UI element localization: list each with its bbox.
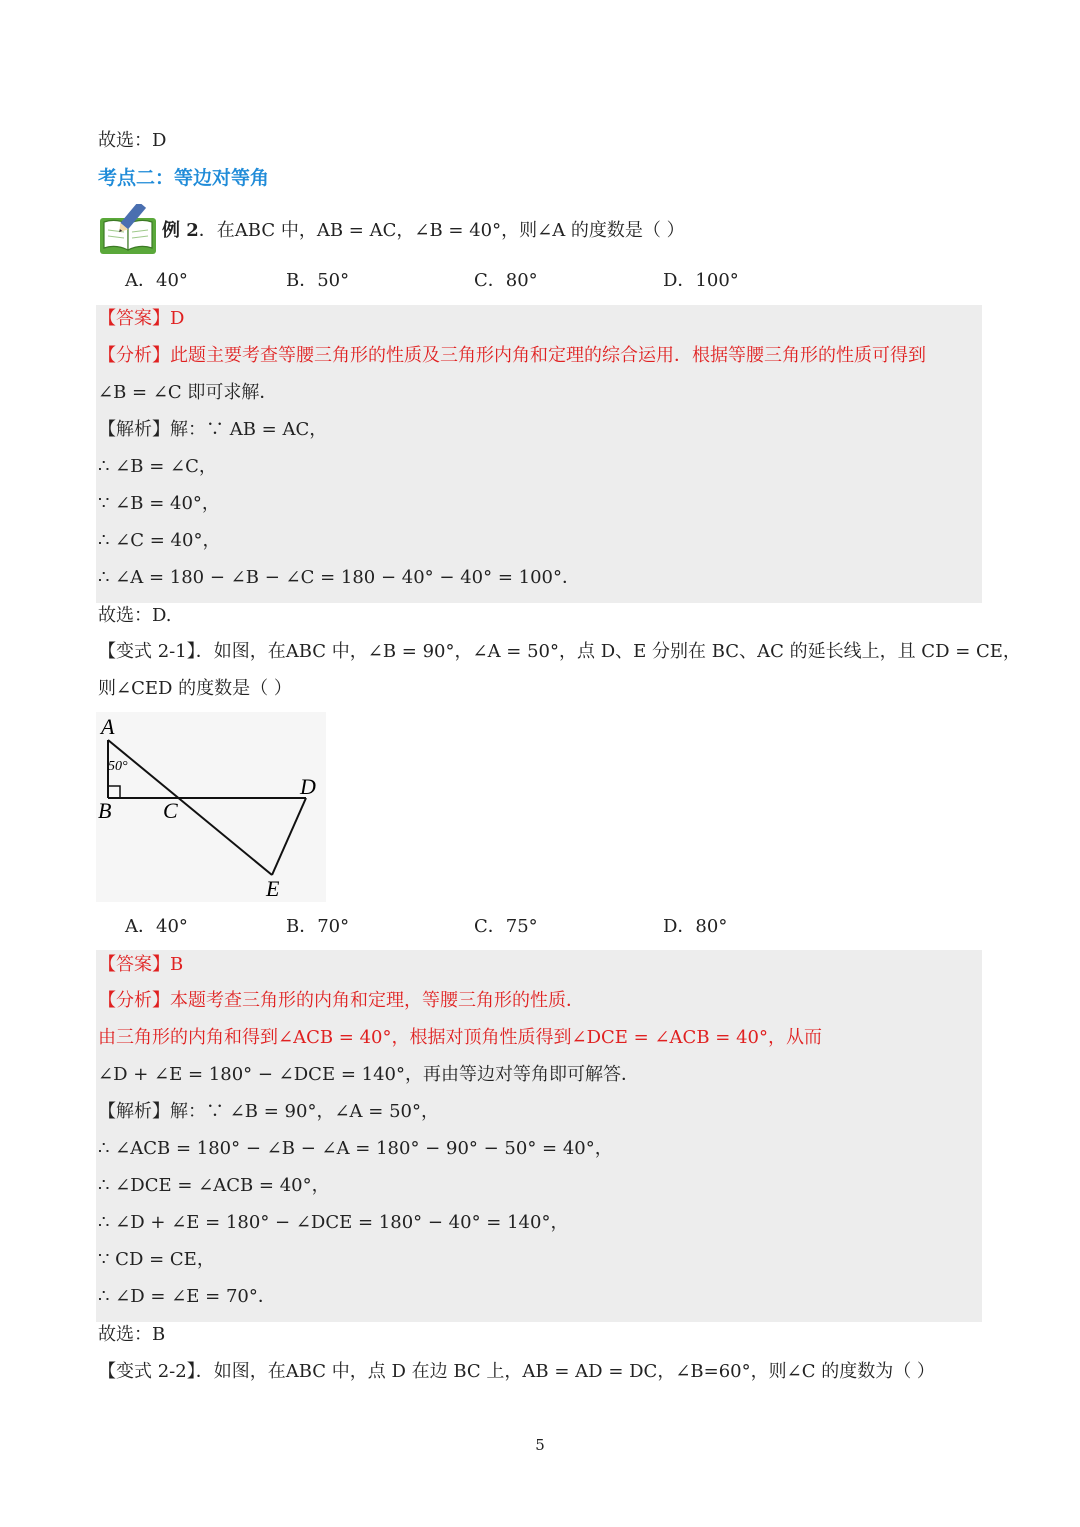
section-title: 考点二：等边对等角 xyxy=(98,167,270,189)
label-a: A xyxy=(101,714,115,739)
segment-de xyxy=(272,798,306,875)
variant21-solution-6: ∴ ∠D = ∠E = 70°． xyxy=(98,1286,276,1307)
segment-ae xyxy=(108,740,272,875)
example2-solution-2: ∴ ∠B = ∠C， xyxy=(98,456,217,477)
label-e: E xyxy=(266,876,280,901)
example2-solution-3: ∵ ∠B = 40°， xyxy=(98,493,220,514)
example2-question xyxy=(162,219,685,243)
example2-option-b: B．50° xyxy=(286,270,350,291)
example2-solution-4: ∴ ∠C = 40°， xyxy=(98,530,221,551)
label-c: C xyxy=(163,798,178,823)
label-b: B xyxy=(98,798,112,823)
page-number: 5 xyxy=(535,1436,545,1454)
variant21-figure xyxy=(96,712,326,902)
variant21-conclusion: 故选：B xyxy=(98,1324,166,1345)
example2-analysis-2: ∠B = ∠C 即可求解． xyxy=(98,382,278,403)
variant21-option-a: A．40° xyxy=(125,916,188,937)
variant21-solution-4: ∴ ∠D + ∠E = 180° − ∠DCE = 180° − 40° = 140°， xyxy=(98,1212,569,1233)
example2-option-d: D．100° xyxy=(663,270,739,291)
variant22-question: 【变式 2-2】．如图，在ABC 中，点 D 在边 BC 上，AB = AD = DC，∠B=60°，则∠C 的度数为（ ） xyxy=(98,1361,935,1382)
example2-solution-1: 【解析】解：∵ AB = AC， xyxy=(98,419,328,440)
right-angle-mark xyxy=(108,786,120,798)
label-d: D xyxy=(300,774,316,799)
variant21-option-b: B．70° xyxy=(286,916,350,937)
variant21-solution-3: ∴ ∠DCE = ∠ACB = 40°， xyxy=(98,1175,330,1196)
example2-analysis-1: 【分析】此题主要考查等腰三角形的性质及三角形内角和定理的综合运用．根据等腰三角形的性质可得到 xyxy=(98,345,926,366)
example2-option-a: A．40° xyxy=(125,270,188,291)
example2-conclusion: 故选：D. xyxy=(98,605,172,626)
variant21-answer: 【答案】B xyxy=(98,954,184,975)
variant21-analysis-2: 由三角形的内角和得到∠ACB = 40°，根据对顶角性质得到∠DCE = ∠ACB = 40°，从而 xyxy=(98,1027,822,1048)
variant21-question-1: 【变式 2-1】．如图，在ABC 中，∠B = 90°，∠A = 50°，点 D、E 分别在 BC、AC 的延长线上，且 CD = CE， xyxy=(98,641,1021,662)
variant21-solution-2: ∴ ∠ACB = 180° − ∠B − ∠A = 180° − 90° − 50° = 40°， xyxy=(98,1138,613,1159)
top-conclusion: 故选：D xyxy=(98,130,167,151)
example2-option-c: C．80° xyxy=(474,270,538,291)
example2-answer: 【答案】D xyxy=(98,308,185,329)
book-pencil-icon xyxy=(98,204,160,256)
example2-question-text: ．在ABC 中，AB = AC，∠B = 40°，则∠A 的度数是（ ） xyxy=(198,220,685,241)
variant21-question-2: 则∠CED 的度数是（ ） xyxy=(98,678,292,699)
example2-solution-5: ∴ ∠A = 180 − ∠B − ∠C = 180 − 40° − 40° = 100°． xyxy=(98,567,580,588)
variant21-analysis-3: ∠D + ∠E = 180° − ∠DCE = 140°，再由等边对等角即可解答． xyxy=(98,1064,639,1085)
angle-label: 50° xyxy=(108,759,128,774)
example2-label: 例 2 xyxy=(162,220,199,241)
variant21-solution-5: ∵ CD = CE， xyxy=(98,1249,215,1270)
variant21-solution-1: 【解析】解：∵ ∠B = 90°，∠A = 50°， xyxy=(98,1101,439,1122)
variant21-analysis-1: 【分析】本题考查三角形的内角和定理，等腰三角形的性质． xyxy=(98,990,584,1011)
variant21-option-c: C．75° xyxy=(474,916,538,937)
variant21-option-d: D．80° xyxy=(663,916,728,937)
